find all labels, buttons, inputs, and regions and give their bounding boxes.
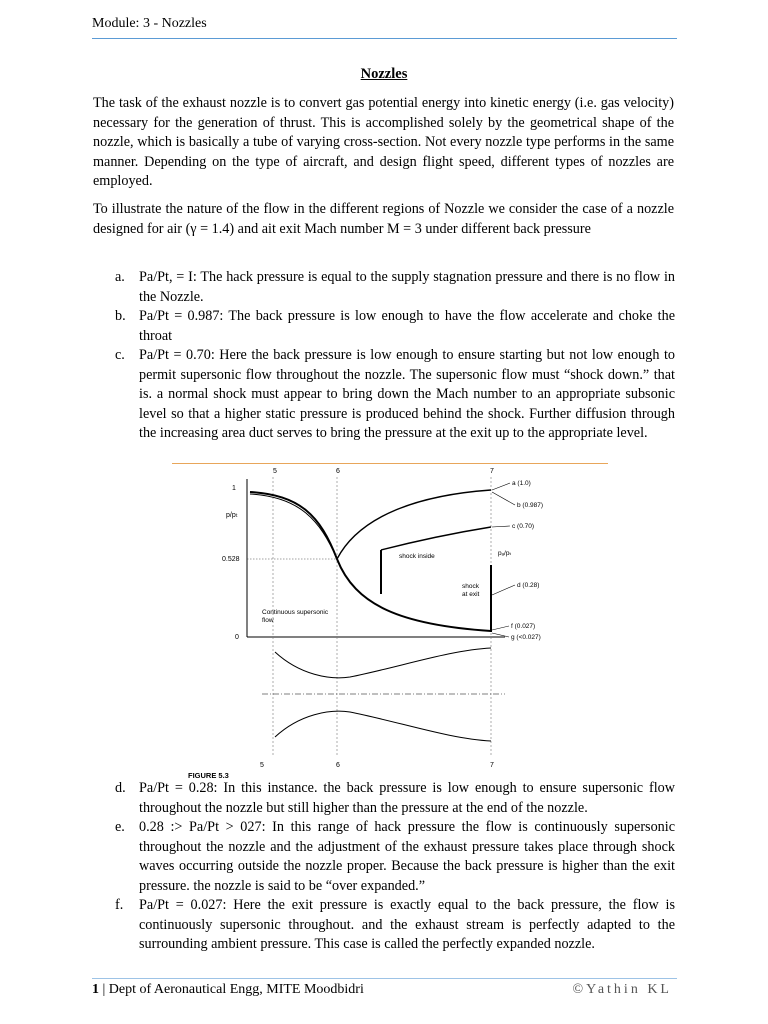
annotation-continuous-2: flow (262, 617, 274, 624)
arrow-a (492, 483, 510, 490)
curve-label-c: c (0.70) (512, 523, 535, 530)
curve-label-b: b (0.987) (517, 502, 544, 509)
list-item-text: 0.28 :> Pa/Pt > 027: In this range of hack pressure the flow is continuously supersonic throughout the nozzle and the adjustment of the exhaust pressure takes place through shock waves occurring outside the nozzle proper. Because the back pressure is higher than the exit pressure. the nozzle is said to be “over expanded.” (139, 819, 675, 894)
station-label: 7 (490, 762, 494, 769)
list-item-text: Pa/Pt = 0.70: Here the back pressure is low enough to ensure starting but not low enough to permit supersonic flow throughout the nozzle. The supersonic flow must “shock down.” that is. a normal shock must appear to bring down the Mach number to an appropriate subsonic level so that a higher static pressure is produced behind the shock. Further diffusion through the increasing area duct serves to bring the pressure at the exit up to the appropriate level. (139, 347, 675, 441)
list-item (115, 268, 675, 307)
nozzle-upper-wall (275, 648, 491, 678)
arrow-f (492, 626, 509, 630)
list-item-text: Pa/Pt = 0.027: Here the exit pressure is exactly equal to the back pressure, the flow is continuously supersonic throughout. and the exhaust stream is perfectly adapted to the surrounding ambient pressure. This case is called the perfectly expanded nozzle. (139, 897, 675, 952)
arrow-g (492, 633, 509, 637)
station-label: 5 (260, 762, 264, 769)
figure-top-rule (172, 463, 608, 464)
list-item (115, 818, 675, 896)
arrow-d (492, 585, 515, 595)
list-marker: e. (115, 819, 125, 835)
annotation-pa-pt: pₐ/pₜ (498, 550, 512, 557)
annotation-shock-inside: shock inside (399, 553, 435, 560)
nozzle-pressure-figure (170, 465, 560, 780)
running-header: Module: 3 - Nozzles (92, 16, 207, 31)
curve-label-d: d (0.28) (517, 582, 540, 589)
cases-list-top (115, 268, 675, 444)
nozzle-lower-wall (275, 711, 491, 741)
arrow-c (492, 526, 510, 527)
list-marker: b. (115, 308, 126, 324)
footer-left (92, 982, 364, 998)
curve-label-a: a (1.0) (512, 480, 531, 487)
annotation-shock-exit-2: at exit (462, 591, 480, 598)
y-tick-1: 1 (232, 485, 236, 492)
station-label: 6 (336, 468, 340, 475)
footer-copyright: ©Yathin KL (572, 982, 672, 997)
footer-rule (92, 978, 677, 979)
list-marker: f. (115, 897, 124, 913)
arrow-b (492, 492, 515, 505)
cases-list-bottom (115, 779, 675, 955)
page-title: Nozzles (360, 66, 408, 82)
figure-caption: FIGURE 5.3 (188, 771, 229, 780)
footer-department: | Dept of Aeronautical Engg, MITE Moodbidri (99, 982, 364, 997)
y-tick-0528: 0.528 (222, 556, 240, 563)
station-label: 5 (273, 468, 277, 475)
list-item (115, 896, 675, 955)
y-axis-label: p/pₜ (226, 512, 238, 519)
y-tick-0: 0 (235, 634, 239, 641)
station-label: 7 (490, 468, 494, 475)
curve-label-f: f (0.027) (511, 623, 536, 630)
list-item (115, 307, 675, 346)
page-number: 1 (92, 982, 99, 997)
list-marker: c. (115, 347, 125, 363)
list-item-text: Pa/Pt, = I: The hack pressure is equal to the supply stagnation pressure and there is no flow in the Nozzle. (139, 269, 675, 305)
station-label: 6 (336, 762, 340, 769)
header-rule (92, 38, 677, 39)
annotation-shock-exit-1: shock (462, 583, 479, 590)
subsonic-curve-b (250, 494, 337, 559)
post-shock-curve (381, 527, 491, 550)
illustration-paragraph: To illustrate the nature of the flow in the different regions of Nozzle we consider the case of a nozzle designed for air (γ = 1.4) and ait exit Mach number M = 3 under different back pressure (93, 201, 674, 237)
list-marker: a. (115, 269, 125, 285)
annotation-continuous-1: Continuous supersonic (262, 609, 329, 616)
list-marker: d. (115, 780, 126, 796)
list-item-text: Pa/Pt = 0.987: The back pressure is low enough to have the flow accelerate and choke the throat (139, 308, 675, 344)
list-item (115, 346, 675, 444)
subsonic-curve-a (337, 490, 491, 559)
curve-label-g: g (<0.027) (511, 634, 541, 641)
intro-paragraph: The task of the exhaust nozzle is to convert gas potential energy into kinetic energy (i.e. gas velocity) necessary for the generation of thrust. This is accomplished solely by the geometrical shape of the nozzle, which is basically a tube of varying cross-section. Not every nozzle type performs in the same manner. Depending on the type of aircraft, and design flight speed, different types of nozzles are employed. (93, 95, 674, 189)
list-item (115, 779, 675, 818)
list-item-text: Pa/Pt = 0.28: In this instance. the back pressure is low enough to ensure supersonic flow throughout the nozzle but still higher than the pressure at the end of the nozzle. (139, 780, 675, 816)
